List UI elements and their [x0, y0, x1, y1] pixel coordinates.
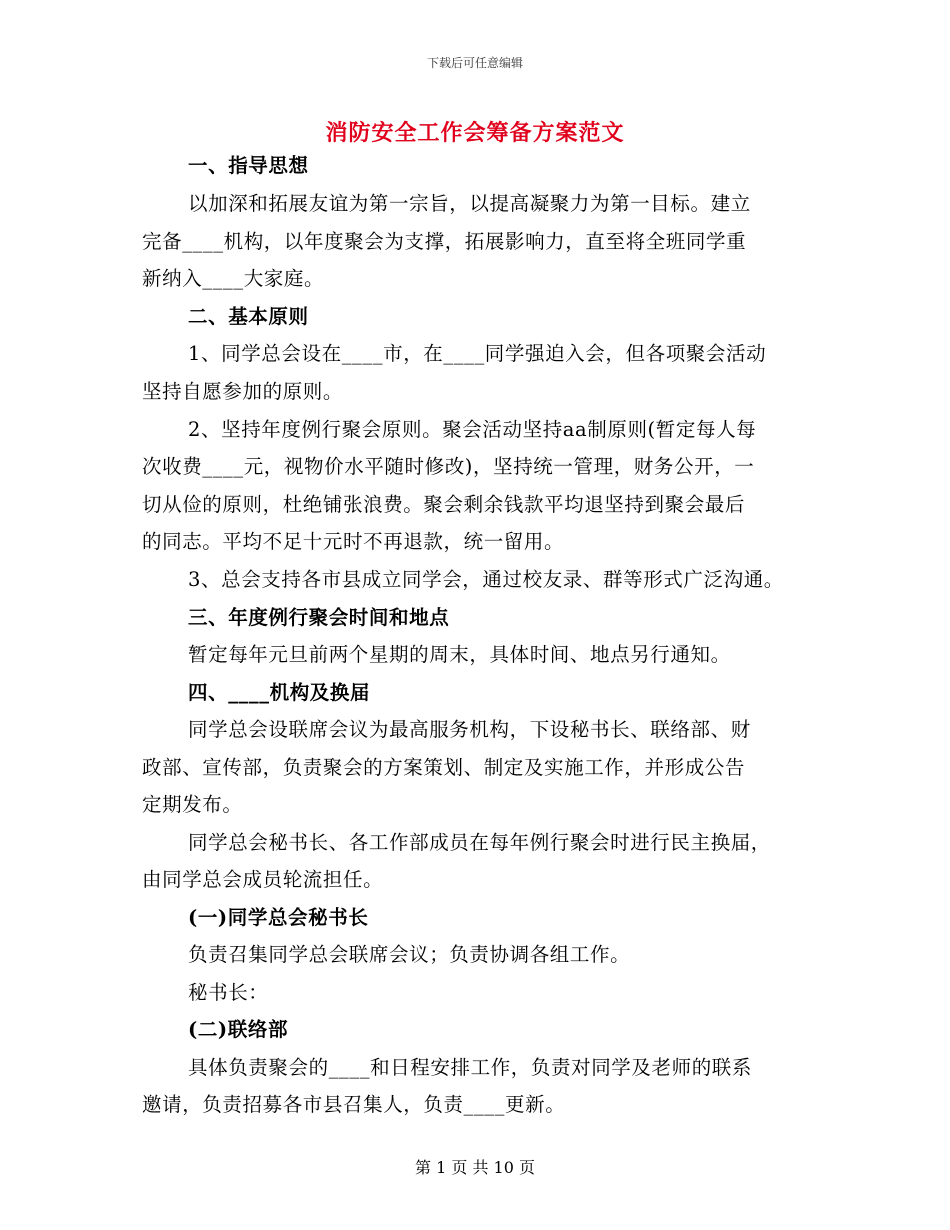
section-heading-basic-principles: 二、基本原则	[188, 305, 309, 328]
paragraph-line: 定期发布。	[142, 793, 243, 816]
paragraph-line: 以加深和拓展友谊为第一宗旨，以提高凝聚力为第一目标。建立	[188, 192, 751, 215]
paragraph-line: 暂定每年元旦前两个星期的周末，具体时间、地点另行通知。	[188, 643, 731, 666]
paragraph-line: 的同志。平均不足十元时不再退款，统一留用。	[142, 530, 565, 553]
paragraph-line: 同学总会设联席会议为最高服务机构，下设秘书长、联络部、财	[188, 718, 751, 741]
subheading-liaison-department: (二)联络部	[188, 1018, 289, 1041]
paragraph-line: 负责召集同学总会联席会议；负责协调各组工作。	[188, 943, 631, 966]
paragraph-line: 同学总会秘书长、各工作部成员在每年例行聚会时进行民主换届，	[188, 831, 771, 854]
paragraph-line: 具体负责聚会的____和日程安排工作，负责对同学及老师的联系	[188, 1056, 753, 1079]
paragraph-line: 由同学总会成员轮流担任。	[142, 868, 384, 891]
subheading-secretary-general: (一)同学总会秘书长	[188, 906, 369, 929]
page-footer: 第 1 页 共 10 页	[415, 1158, 535, 1177]
document-title: 消防安全工作会筹备方案范文	[325, 120, 625, 146]
paragraph-line: 次收费____元，视物价水平随时修改)，坚持统一管理，财务公开，一	[142, 455, 755, 478]
paragraph-line: 3、总会支持各市县成立同学会，通过校友录、群等形式广泛沟通。	[188, 568, 784, 591]
paragraph-line: 政部、宣传部，负责聚会的方案策划、制定及实施工作，并形成公告	[142, 756, 746, 779]
section-heading-organization: 四、____机构及换届	[188, 681, 371, 704]
paragraph-line: 秘书长：	[188, 981, 269, 1004]
paragraph-line: 完备____机构，以年度聚会为支撑，拓展影响力，直至将全班同学重	[142, 230, 747, 253]
paragraph-line: 2、坚持年度例行聚会原则。聚会活动坚持aa制原则(暂定每人每	[188, 418, 757, 441]
paragraph-line: 邀请，负责招募各市县召集人，负责____更新。	[142, 1093, 566, 1116]
header-note: 下载后可任意编辑	[426, 56, 523, 70]
paragraph-line: 切从俭的原则，杜绝铺张浪费。聚会剩余钱款平均退坚持到聚会最后	[142, 493, 746, 516]
paragraph-line: 1、同学总会设在____市，在____同学强迫入会，但各项聚会活动	[188, 342, 767, 365]
section-heading-guiding-thought: 一、指导思想	[188, 154, 309, 177]
paragraph-line: 坚持自愿参加的原则。	[142, 380, 344, 403]
paragraph-line: 新纳入____大家庭。	[142, 267, 325, 290]
section-heading-annual-meeting: 三、年度例行聚会时间和地点	[188, 606, 450, 629]
